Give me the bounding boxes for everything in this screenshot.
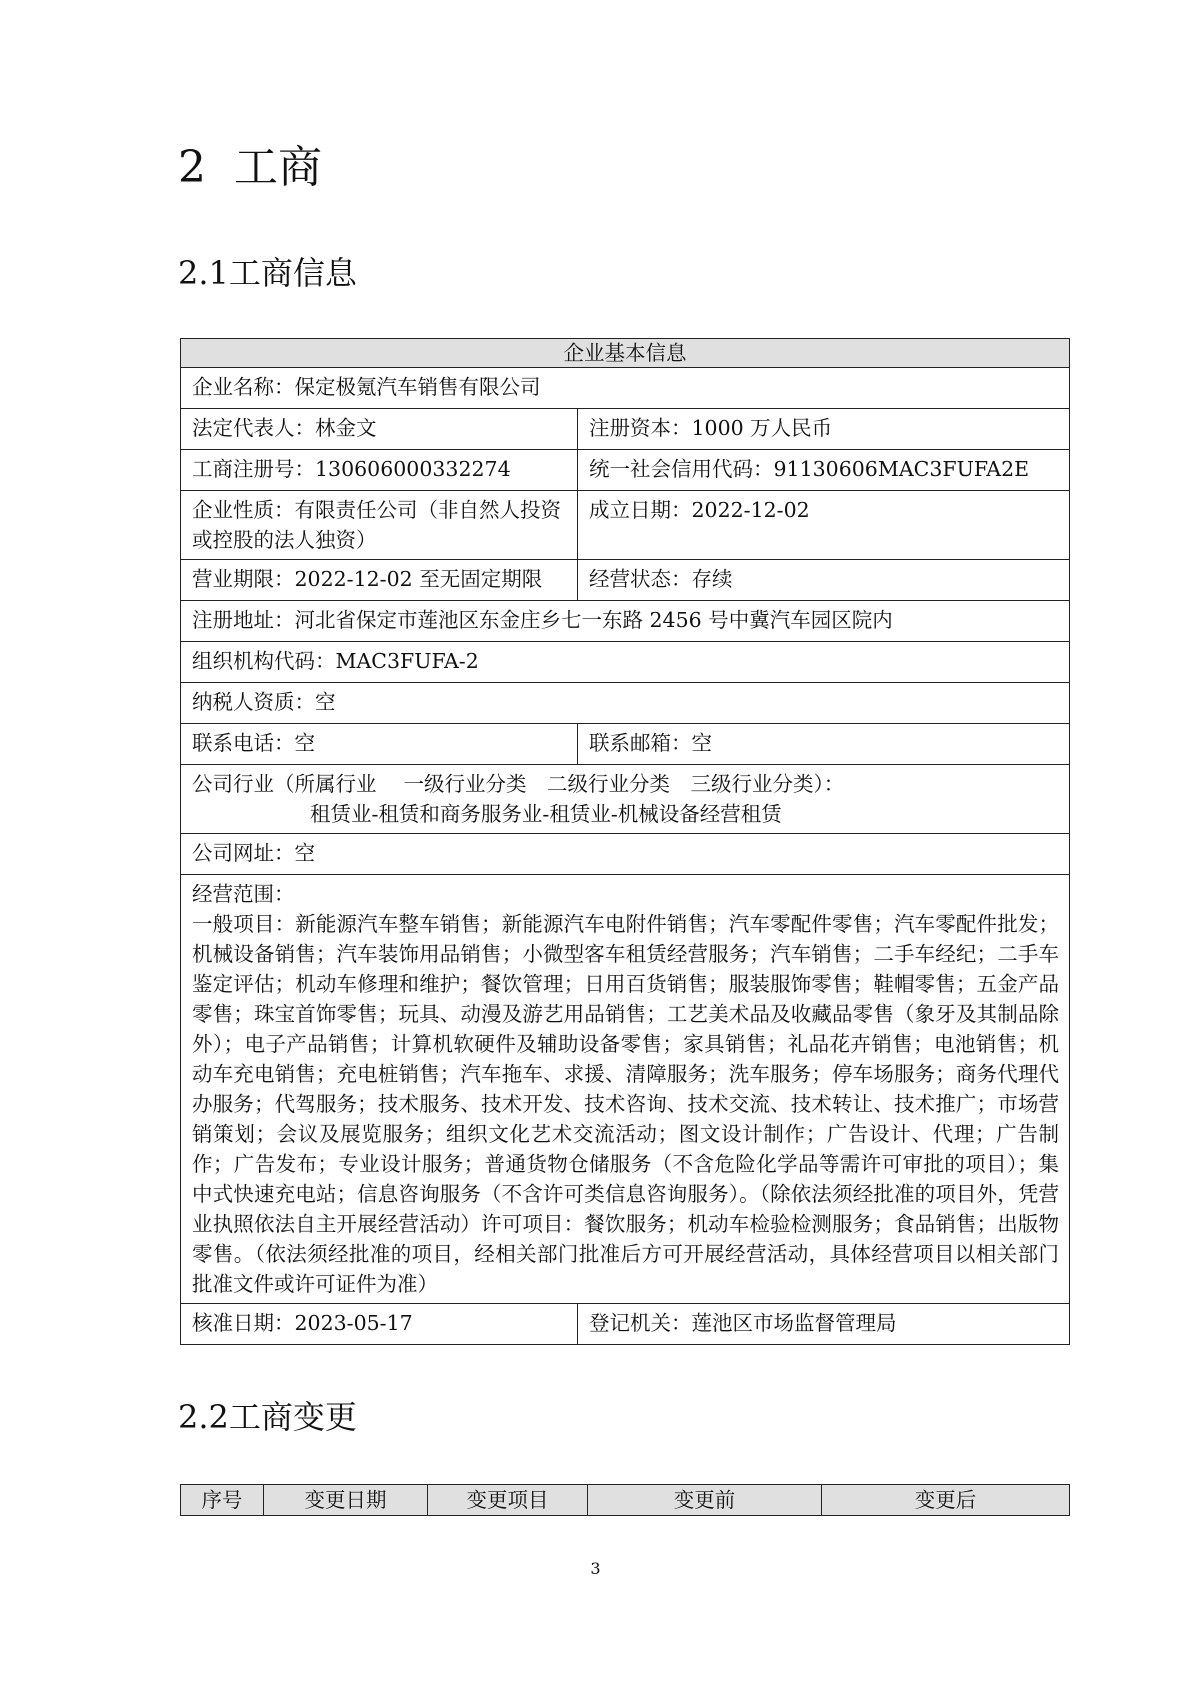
business-changes-table [180,1484,1070,1516]
col-header-seq: 序号 [181,1485,264,1516]
nature-cell: 企业性质：有限责任公司（非自然人投资或控股的法人独资） [181,491,578,560]
credit-code-cell: 统一社会信用代码：91130606MAC3FUFA2E [578,450,1070,491]
table-header: 企业基本信息 [181,339,1070,368]
section-number: 2 [178,142,206,193]
col-header-item: 变更项目 [428,1485,588,1516]
website-cell: 公司网址：空 [181,834,1070,875]
approved-date-cell: 核准日期：2023-05-17 [181,1304,578,1345]
status-cell: 经营状态：存续 [578,560,1070,601]
address-cell: 注册地址：河北省保定市莲池区东金庄乡七一东路 2456 号中冀汽车园区院内 [181,601,1070,642]
org-code-cell: 组织机构代码：MAC3FUFA-2 [181,642,1070,683]
term-cell: 营业期限：2022-12-02 至无固定期限 [181,560,578,601]
scope-label: 经营范围： [192,882,295,906]
col-header-before: 变更前 [588,1485,822,1516]
legal-rep-cell: 法定代表人：林金文 [181,409,578,450]
reg-no-cell: 工商注册号：130606000332274 [181,450,578,491]
industry-value: 租赁业-租赁和商务服务业-租赁业-机械设备经营租赁 [310,802,782,826]
scope-cell [181,875,1070,1304]
industry-label: 公司行业（所属行业 一级行业分类 二级行业分类 三级行业分类）： [192,772,845,796]
company-name-cell: 企业名称：保定极氪汽车销售有限公司 [181,368,1070,409]
business-info-table [180,338,1070,1345]
section-title-text: 工商 [234,142,322,193]
col-header-after: 变更后 [822,1485,1070,1516]
scope-text: 一般项目：新能源汽车整车销售；新能源汽车电附件销售；汽车零配件零售；汽车零配件批发；机械设备销售；汽车装饰用品销售；小微型客车租赁经营服务；汽车销售；二手车经纪；二手车鉴定评估；机动车修理和维护；餐饮管理；日用百货销售；服装服饰零售；鞋帽零售；五金产品零售；珠宝首饰零售；玩具、动漫及游艺用品销售；工艺美术品及收藏品零售（象牙及其制品除外）；电子产品销售；计算机软硬件及辅助设备零售；家具销售；礼品花卉销售；电池销售；机动车充电销售；充电桩销售；汽车拖车、求援、清障服务；洗车服务；停车场服务；商务代理代办服务；代驾服务；技术服务、技术开发、技术咨询、技术交流、技术转让、技术推广；市场营销策划；会议及展览服务；组织文化艺术交流活动；图文设计制作；广告设计、代理；广告制作；广告发布；专业设计服务；普通货物仓储服务（不含危险化学品等需许可审批的项目）；集中式快速充电站；信息咨询服务（不含许可类信息咨询服务）。（除依法须经批准的项目外，凭营业执照依法自主开展经营活动）许可项目：餐饮服务；机动车检验检测服务；食品销售；出版物零售。（依法须经批准的项目，经相关部门批准后方可开展经营活动，具体经营项目以相关部门批准文件或许可证件为准） [192,912,1059,1296]
taxpayer-cell: 纳税人资质：空 [181,683,1070,724]
reg-capital-cell: 注册资本：1000 万人民币 [578,409,1070,450]
industry-cell [181,765,1070,834]
page-number: 3 [590,1559,601,1578]
section-title [178,140,322,196]
subsection-title-business-info: 2.1工商信息 [178,254,357,292]
authority-cell: 登记机关：莲池区市场监督管理局 [578,1304,1070,1345]
subsection-title-business-changes: 2.2工商变更 [178,1398,357,1436]
founded-cell: 成立日期：2022-12-02 [578,491,1070,560]
col-header-date: 变更日期 [264,1485,428,1516]
email-cell: 联系邮箱：空 [578,724,1070,765]
phone-cell: 联系电话：空 [181,724,578,765]
changes-header-row [181,1485,1070,1516]
